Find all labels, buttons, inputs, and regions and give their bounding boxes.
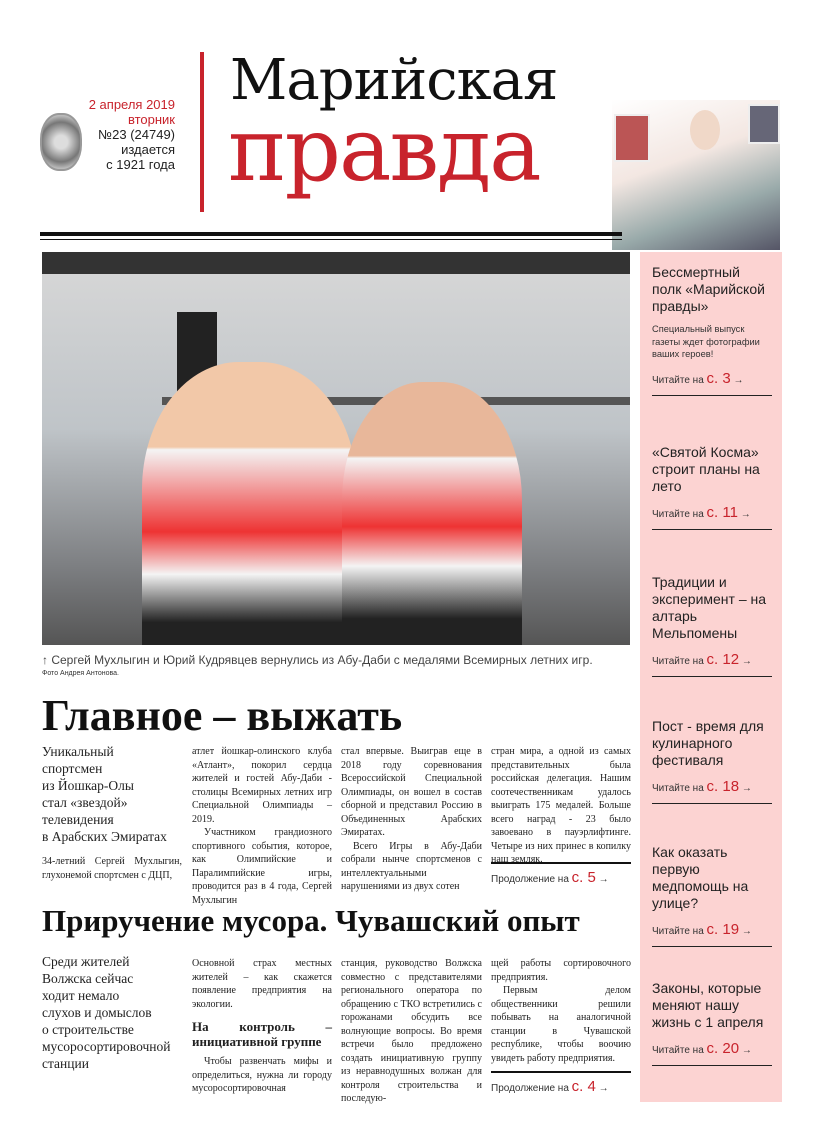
continued-page: с. 5 (571, 869, 596, 886)
immortal-regiment-photo (612, 100, 780, 250)
article2-col3 (341, 957, 482, 1106)
portrait-sign-right (748, 104, 780, 144)
masthead-title-line1: Марийская (230, 48, 558, 113)
sidebar-teasers (640, 252, 782, 1102)
arrow-right-icon: → (741, 1045, 752, 1056)
article1-headline: Главное – выжать (42, 691, 403, 740)
continued-label: Продолжение на (491, 874, 569, 885)
lead-line: Среди жителей (42, 954, 130, 969)
lead-line: в Арабских Эмиратах (42, 829, 167, 844)
paragraph: Первым делом общественники решили побывать на аналогичной станции в Чувашской республике, чтобы воочию увидеть работу предприятия. (491, 985, 631, 1064)
teaser-item[interactable] (652, 264, 772, 396)
paragraph: стал впервые. Выиграв еще в 2018 году соревнования Всероссийской Специальной Олимпиады, он вошел в состав сборной и представил Россию в Объединенных Арабских Эмиратах. (341, 746, 482, 838)
lead-line: мусоросортировочной (42, 1039, 171, 1054)
article2-continued-link[interactable] (491, 1071, 631, 1097)
read-label: Читайте на (652, 783, 704, 794)
teaser-page: с. 18 (706, 778, 740, 795)
paragraph: 34-летний Сергей Мухлыгин, глухонемой спортсмен с ДЦП, (42, 856, 182, 881)
coach-figure (342, 382, 522, 645)
teaser-page: с. 19 (706, 921, 740, 938)
article2-headline: Приручение мусора. Чувашский опыт (42, 903, 580, 938)
article2-col2 (192, 957, 332, 1096)
lead-line: о строительстве (42, 1022, 134, 1037)
teaser-read-link[interactable] (652, 779, 772, 804)
paragraph: Участником грандиозного спортивного события, которое, как Олимпийские и Паралимпийские игры, проводится раз в 4 года, Сергей Мухлыгин (192, 827, 332, 906)
article2-subhead: На контроль – инициативной группе (192, 1019, 332, 1049)
read-label: Читайте на (652, 509, 704, 520)
teaser-item[interactable] (652, 444, 772, 530)
lead-line: ходит немало (42, 988, 120, 1003)
teaser-read-link[interactable] (652, 922, 772, 947)
arrow-right-icon: → (733, 374, 744, 386)
main-photo (42, 252, 630, 645)
gym-rack (42, 252, 630, 274)
read-label: Читайте на (652, 1045, 704, 1056)
continued-label: Продолжение на (491, 1083, 569, 1094)
woman-figure (690, 110, 720, 150)
teaser-read-link[interactable] (652, 371, 772, 396)
photo-credit: Фото Андрея Антонова. (42, 670, 119, 677)
teaser-title: «Святой Косма» строит планы на лето (652, 444, 760, 494)
teaser-page: с. 11 (706, 504, 738, 521)
athlete-figure (142, 362, 357, 645)
issue-date: 2 апреля 2019 (88, 97, 175, 112)
teaser-page: с. 3 (706, 369, 731, 387)
header-rule (40, 232, 622, 236)
teaser-desc: Специальный выпуск газеты ждет фотографии ваших героев! (652, 324, 760, 359)
teaser-title: Пост - время для кулинарного фестиваля (652, 718, 764, 768)
teaser-title: Как оказать первую медпомощь на улице? (652, 844, 749, 911)
arrow-right-icon: → (741, 656, 752, 667)
lead-line: станции (42, 1056, 89, 1071)
issue-weekday: вторник (127, 112, 175, 127)
issue-number: №23 (24749) (98, 127, 175, 142)
photo-caption: ↑ Сергей Мухлыгин и Юрий Кудрявцев вернулись из Абу-Даби с медалями Всемирных летних игр. (42, 653, 593, 667)
arrow-right-icon: → (740, 509, 751, 520)
article2-lead (42, 953, 187, 1072)
lead-line: спортсмен (42, 761, 103, 776)
paragraph: атлет йошкар-олинского клуба «Атлант», покорил сердца жителей и гостей Абу-Даби - столицы Всемирных летних игр Специальной Олимпиады – 2019. (192, 746, 332, 825)
lead-line: слухов и домыслов (42, 1005, 152, 1020)
paragraph: стран мира, а одной из самых представительных была российская делегация. Нашим соотечественникам удалось выиграть 175 медалей. Больше всего наград - 23 было завоевано в пауэрлифтинге. Четыре из них принес в копилку наш земляк. (491, 746, 631, 865)
article1-col1 (42, 855, 182, 882)
arrow-right-icon: → (598, 1083, 609, 1094)
article1-lead (42, 743, 182, 845)
lead-line: из Йошкар-Олы (42, 778, 134, 793)
teaser-item[interactable] (652, 844, 772, 947)
teaser-title: Законы, которые меняют нашу жизнь с 1 апреля (652, 980, 764, 1030)
article2-col4 (491, 957, 631, 1065)
teaser-page: с. 20 (706, 1040, 740, 1057)
lead-line: Волжска сейчас (42, 971, 134, 986)
read-label: Читайте на (652, 374, 704, 386)
masthead-title-line2: правда (228, 98, 540, 201)
arrow-right-icon: → (598, 874, 609, 885)
header-rule-thin (40, 239, 622, 240)
teaser-item[interactable] (652, 980, 772, 1066)
teaser-item[interactable] (652, 718, 772, 804)
portrait-sign-left (614, 114, 650, 162)
paragraph: щей работы сортировочного предприятия. (491, 958, 631, 983)
since-label: издается (121, 142, 175, 157)
teaser-title: Бессмертный полк «Марийской правды» (652, 264, 765, 314)
read-label: Читайте на (652, 926, 704, 937)
article1-continued-link[interactable] (491, 862, 631, 888)
article1-col3 (341, 745, 482, 894)
masthead-divider (200, 52, 204, 212)
paragraph: Чтобы развенчать мифы и определиться, нужна ли городу мусоросортировочная (192, 1056, 332, 1094)
paragraph: Основной страх местных жителей – как скажется появление предприятия на экологии. (192, 958, 332, 1010)
issue-info (40, 97, 175, 172)
arrow-right-icon: → (741, 783, 752, 794)
read-label: Читайте на (652, 656, 704, 667)
teaser-read-link[interactable] (652, 1041, 772, 1066)
teaser-item[interactable] (652, 574, 772, 677)
lead-line: Уникальный (42, 744, 114, 759)
teaser-title: Традиции и эксперимент – на алтарь Мельпомены (652, 574, 767, 641)
teaser-page: с. 12 (706, 651, 740, 668)
lead-line: стал «звездой» (42, 795, 128, 810)
article1-col2 (192, 745, 332, 907)
arrow-right-icon: → (741, 926, 752, 937)
lead-line: телевидения (42, 812, 114, 827)
paragraph: Всего Игры в Абу-Даби собрали нынче спортсменов с интеллектуальными нарушениями из двух сотен (341, 840, 482, 892)
paragraph: станция, руководство Волжска совместно с представителями регионального оператора по обращению с ТКО встретились с горожанами обсудить все волнующие вопросы. Во время встречи было предложено создать инициативную группу из неравнодушных волжан для контроля строительства и последую- (341, 958, 482, 1104)
teaser-read-link[interactable] (652, 652, 772, 677)
continued-page: с. 4 (571, 1078, 596, 1095)
teaser-read-link[interactable] (652, 505, 772, 530)
article1-col4 (491, 745, 631, 867)
since-year: с 1921 года (106, 157, 175, 172)
